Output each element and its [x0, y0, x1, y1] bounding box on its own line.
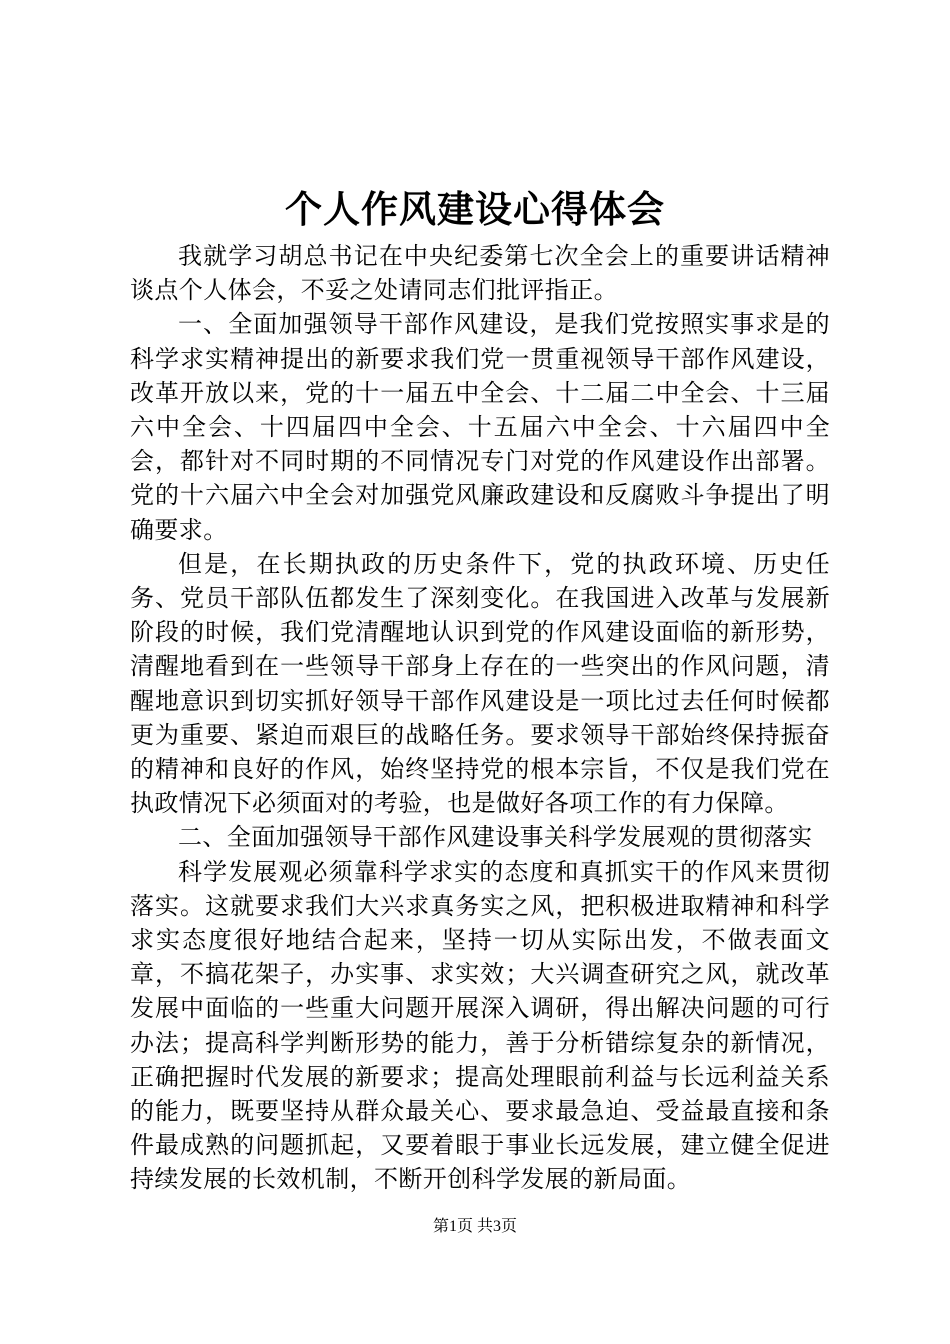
document-title: 个人作风建设心得体会 [285, 187, 665, 231]
page-number-footer: 第1页 共3页 [432, 1218, 517, 1235]
paragraph-intro: 我就学习胡总书记在中央纪委第七次全会上的重要讲话精神谈点个人体会，不妥之处请同志们批评指正。 [130, 242, 830, 305]
paragraph-section-one-continued: 但是，在长期执政的历史条件下，党的执政环境、历史任务、党员干部队伍都发生了深刻变化。在我国进入改革与发展新阶段的时候，我们党清醒地认识到党的作风建设面临的新形势，清醒地看到在一些领导干部身上存在的一些突出的作风问题，清醒地意识到切实抓好领导干部作风建设是一项比过去任何时候都更为重要、紧迫而艰巨的战略任务。要求领导干部始终保持振奋的精神和良好的作风，始终坚持党的根本宗旨，不仅是我们党在执政情况下必须面对的考验，也是做好各项工作的有力保障。 [130, 549, 830, 818]
document-body [130, 239, 830, 1197]
paragraph-section-two-heading: 二、全面加强领导干部作风建设事关科学发展观的贯彻落实 [178, 823, 813, 852]
paragraph-section-one: 一、全面加强领导干部作风建设，是我们党按照实事求是的科学求实精神提出的新要求我们党一贯重视领导干部作风建设，改革开放以来，党的十一届五中全会、十二届二中全会、十三届六中全会、十四届四中全会、十五届六中全会、十六届四中全会，都针对不同时期的不同情况专门对党的作风建设作出部署。党的十六届六中全会对加强党风廉政建设和反腐败斗争提出了明确要求。 [130, 310, 830, 544]
paragraph-section-two-body: 科学发展观必须靠科学求实的态度和真抓实干的作风来贯彻落实。这就要求我们大兴求真务实之风，把积极进取精神和科学求实态度很好地结合起来，坚持一切从实际出发，不做表面文章，不搞花架子，办实事、求实效；大兴调查研究之风，就改革发展中面临的一些重大问题开展深入调研，得出解决问题的可行办法；提高科学判断形势的能力，善于分析错综复杂的新情况，正确把握时代发展的新要求；提高处理眼前利益与长远利益关系的能力，既要坚持从群众最关心、要求最急迫、受益最直接和条件最成熟的问题抓起，又要着眼于事业长远发展，建立健全促进持续发展的长效机制，不断开创科学发展的新局面。 [130, 857, 830, 1194]
